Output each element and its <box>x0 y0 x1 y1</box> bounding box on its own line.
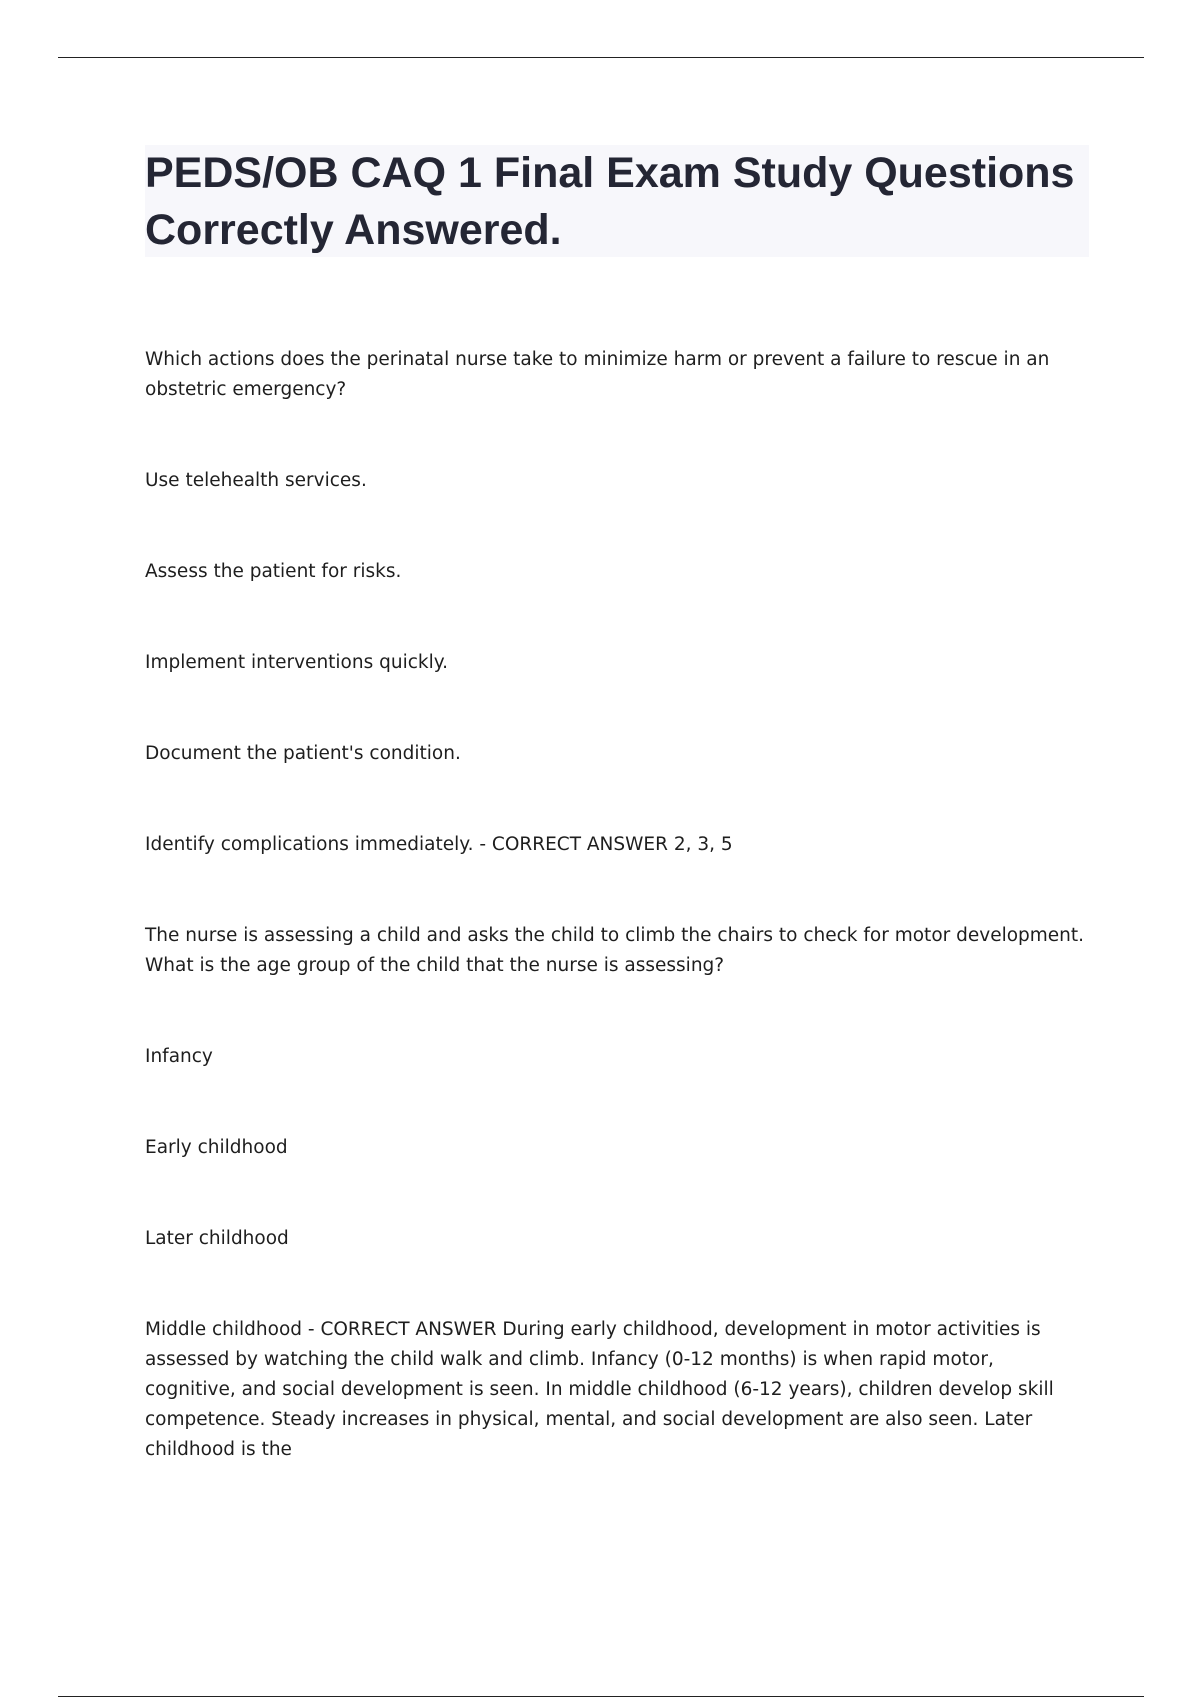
question-2-option-4-answer: Middle childhood - CORRECT ANSWER During early childhood, development in motor activities is assessed by watching the child walk and climb. Infancy (0-12 months) is when rapid motor, cognitive, and social development is seen. In middle childhood (6-12 years), children develop skill competence. Steady increases in physical, mental, and social development are also seen. Later childhood is the <box>145 1319 1054 1460</box>
question-1-option-4: Document the patient's condition. <box>145 743 461 764</box>
question-2-option-3: Later childhood <box>145 1228 289 1249</box>
top-rule <box>58 57 1144 58</box>
question-1-option-2: Assess the patient for risks. <box>145 561 402 582</box>
question-2-option-1: Infancy <box>145 1046 213 1067</box>
bottom-rule <box>58 1696 1144 1697</box>
title-block <box>145 145 1089 257</box>
question-1-text: Which actions does the perinatal nurse take to minimize harm or prevent a failure to rescue in an obstetric emergency? <box>145 349 1050 400</box>
question-1-option-1: Use telehealth services. <box>145 470 367 491</box>
question-2-text: The nurse is assessing a child and asks the child to climb the chairs to check for motor development. What is the age group of the child that the nurse is assessing? <box>145 925 1085 976</box>
question-1-option-3: Implement interventions quickly. <box>145 652 448 673</box>
question-2-option-2: Early childhood <box>145 1137 288 1158</box>
document-body <box>145 345 1085 1465</box>
question-1-option-5-answer: Identify complications immediately. - CORRECT ANSWER 2, 3, 5 <box>145 834 733 855</box>
document-title: PEDS/OB CAQ 1 Final Exam Study Questions Correctly Answered. <box>145 149 1075 254</box>
